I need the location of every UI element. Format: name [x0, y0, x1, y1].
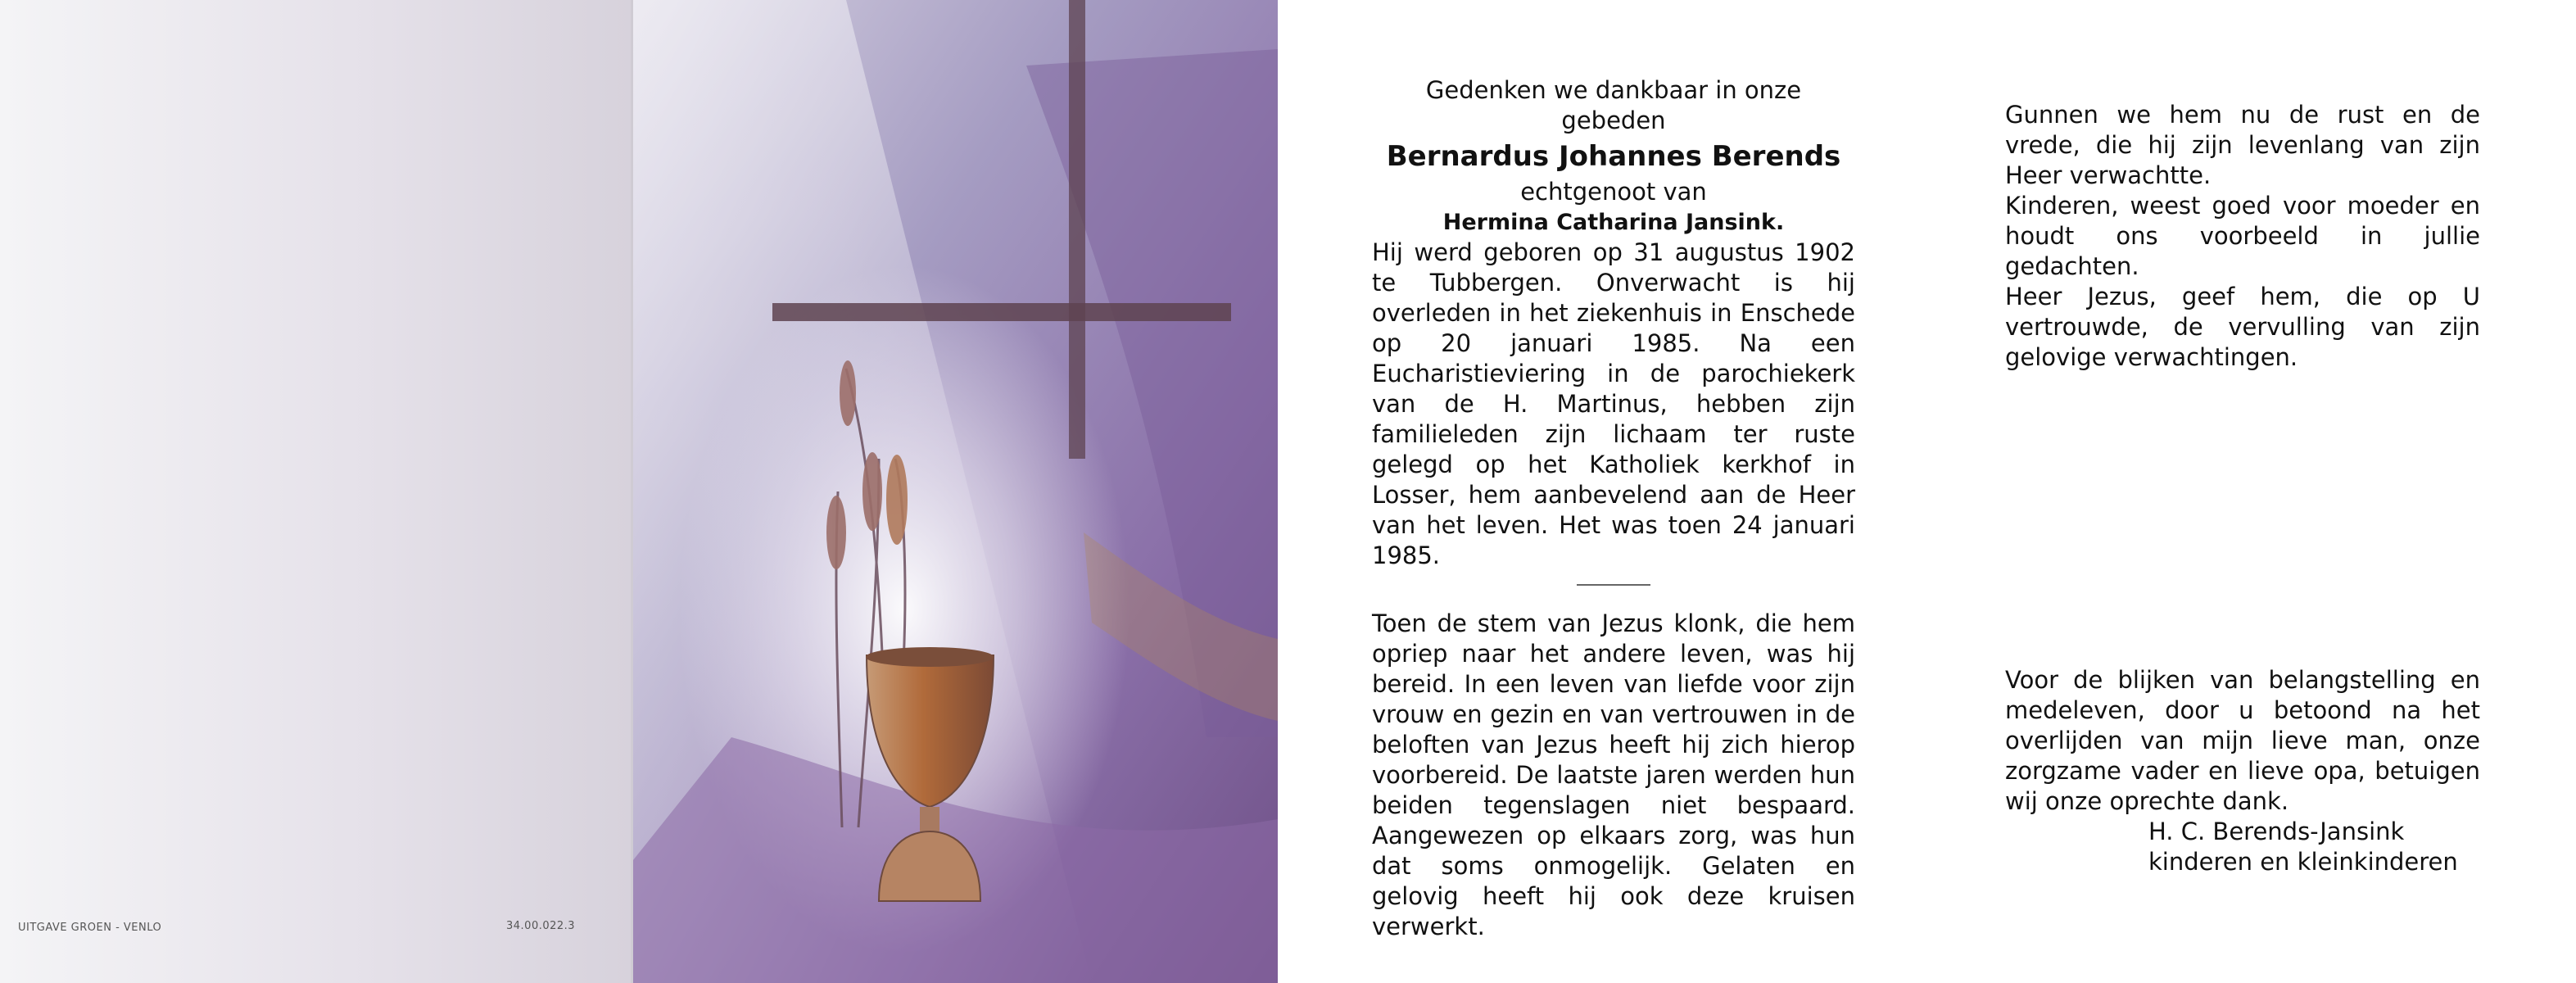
print-code: 34.00.022.3 — [506, 920, 576, 932]
memorial-text-column — [1372, 75, 1855, 942]
relation-text: echtgenoot van — [1520, 178, 1707, 206]
back-cover — [0, 0, 631, 983]
divider — [1577, 584, 1650, 586]
memorial-painting — [633, 0, 1278, 983]
signature-family: kinderen en kleinkinderen — [2148, 848, 2458, 876]
deceased-name: Bernardus Johannes Berends — [1386, 140, 1841, 173]
intro-text: Gedenken we dankbaar in onze gebeden — [1425, 76, 1802, 134]
prayer-paragraph-3: Heer Jezus, geef hem, die op U vertrouwde, de vervulling van zijn gelovige verwachtingen. — [2005, 283, 2480, 371]
prayer-column — [2005, 100, 2480, 373]
biography: Hij werd geboren op 31 augustus 1902 te Tubbergen. Onverwacht is hij overleden in het ziekenhuis in Enschede op 20 januari 1985. Na een Eucharistieviering in de parochiekerk van de H. Martinus, hebben zijn familieleden zijn lichaam ter ruste gelegd op het Katholiek kerkhof in Losser, hem aanbevelend aan de Heer van het leven. Het was toen 24 januari 1985. — [1372, 238, 1855, 569]
spouse-name: Hermina Catharina Jansink. — [1442, 210, 1785, 235]
tribute-text: Toen de stem van Jezus klonk, die hem opriep naar het andere leven, was hij bereid. In een leven van liefde voor zijn vrouw en gezin en van vertrouwen in de beloften van Jezus heeft hij zich hierop voorbereid. De laatste jaren werden hun beiden tegenslagen niet bespaard. Aangewezen op elkaars zorg, was hun dat soms onmogelijk. Gelaten en gelovig heeft hij ook deze kruisen verwerkt. — [1372, 609, 1855, 940]
prayer-paragraph-2: Kinderen, weest goed voor moeder en houdt ons voorbeeld in jullie gedachten. — [2005, 192, 2480, 280]
thanks-column — [2005, 665, 2480, 877]
prayer-paragraph-1: Gunnen we hem nu de rust en de vrede, die hij zijn levenlang van zijn Heer verwachtte. — [2005, 101, 2480, 189]
thanks-text: Voor de blijken van belangstelling en medeleven, door u betoond na het overlijden van mijn lieve man, onze zorgzame vader en lieve opa, betuigen wij onze oprechte dank. — [2005, 666, 2480, 815]
publisher-imprint: UITGAVE GROEN - VENLO — [18, 922, 162, 934]
signature-name: H. C. Berends-Jansink — [2148, 818, 2405, 845]
